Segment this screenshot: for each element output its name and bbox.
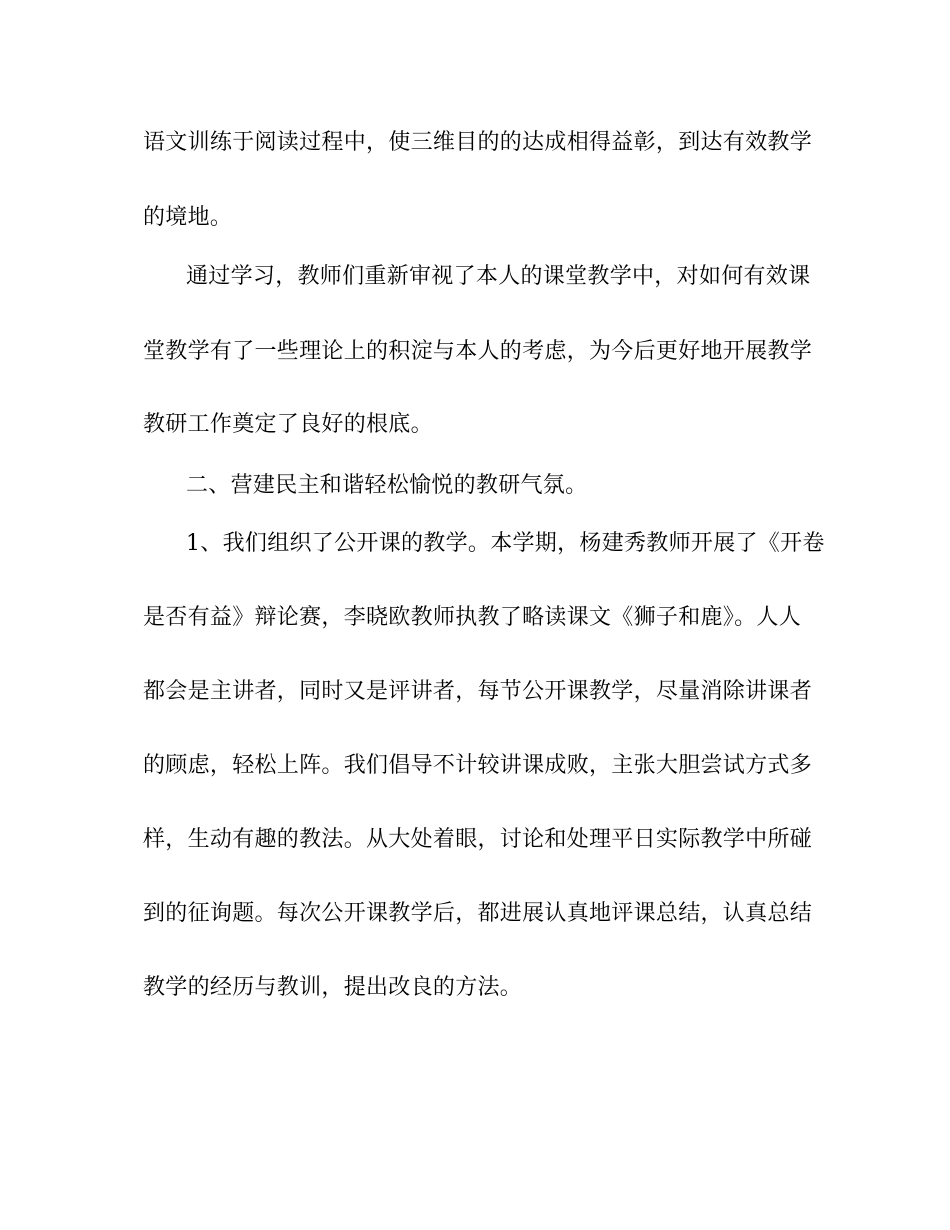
paragraph-line-7: 1、我们组织了公开课的教学。本学期，杨建秀教师开展了《开卷 [186, 531, 825, 556]
paragraph-line-13: 教学的经历与教训，提出改良的方法。 [143, 975, 523, 1000]
paragraph-line-11: 样，生动有趣的教法。从大处着眼，讨论和处理平日实际教学中所碰 [143, 827, 813, 852]
paragraph-line-1: 语文训练于阅读过程中，使三维目的的达成相得益彰，到达有效教学 [143, 130, 813, 155]
paragraph-line-3: 通过学习，教师们重新审视了本人的课堂教学中，对如何有效课 [186, 264, 811, 289]
paragraph-line-8: 是否有益》辩论赛，李晓欧教师执教了略读课文《狮子和鹿》。人人 [143, 605, 802, 630]
paragraph-line-10: 的顾虑，轻松上阵。我们倡导不计较讲课成败，主张大胆尝试方式多 [143, 753, 813, 778]
paragraph-line-4: 堂教学有了一些理论上的积淀与本人的考虑，为今后更好地开展教学 [143, 339, 813, 364]
paragraph-line-9: 都会是主讲者，同时又是评讲者，每节公开课教学，尽量消除讲课者 [143, 679, 813, 704]
section-heading: 二、营建民主和谐轻松愉悦的教研气氛。 [186, 473, 588, 498]
paragraph-line-5: 教研工作奠定了良好的根底。 [143, 412, 433, 437]
paragraph-line-2: 的境地。 [143, 205, 233, 230]
paragraph-line-12: 到的征询题。每次公开课教学后，都进展认真地评课总结，认真总结 [143, 901, 813, 926]
